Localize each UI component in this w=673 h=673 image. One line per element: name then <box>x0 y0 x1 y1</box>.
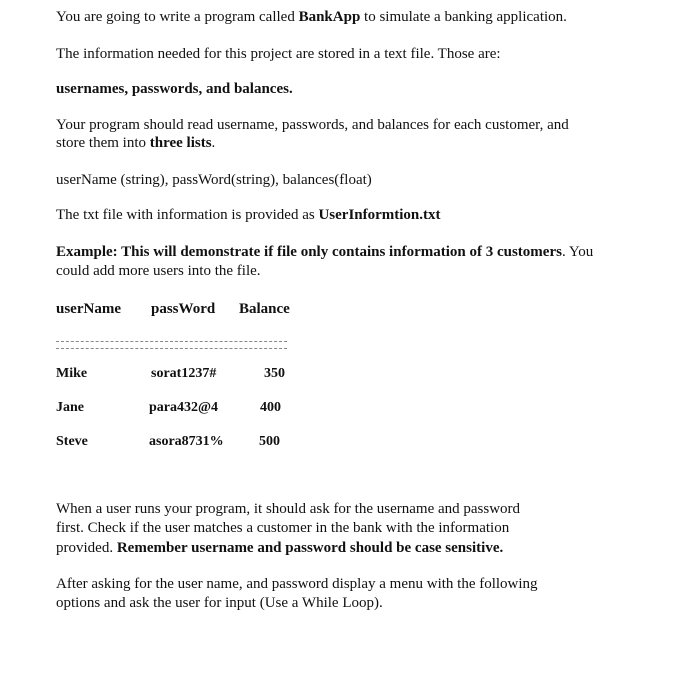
case-sensitive-note: Remember username and password should be case sensitive. <box>116 540 504 556</box>
example-line-2: could add more users into the file. <box>56 263 261 279</box>
example-bold: Example: This will demonstrate if file only contains information of 3 customers <box>56 244 562 260</box>
row-1-password: sorat1237# <box>151 366 217 381</box>
read-line-1: Your program should read username, passwords, and balances for each customer, and <box>56 117 569 133</box>
intro-text: You are going to write a program called <box>56 9 299 25</box>
txt-line <box>56 206 441 224</box>
txt-filename: UserInformtion.txt <box>318 207 441 223</box>
fields-line: usernames, passwords, and balances. <box>56 81 293 97</box>
row-3-username: Steve <box>56 434 88 449</box>
row-1-balance: 350 <box>264 366 285 381</box>
read-line-2 <box>56 134 215 152</box>
read-period: . <box>211 135 216 151</box>
table-divider <box>56 341 287 349</box>
info-line: The information needed for this project are stored in a text file. Those are: <box>56 46 501 62</box>
row-2-username: Jane <box>56 400 84 415</box>
txt-text: The txt file with information is provided as <box>56 207 319 223</box>
header-balance: Balance <box>239 301 290 317</box>
menu-line-1: After asking for the user name, and password display a menu with the following <box>56 576 538 592</box>
intro-text-end: to simulate a banking application. <box>360 9 567 25</box>
login-line-2: first. Check if the user matches a customer in the bank with the information <box>56 520 510 536</box>
row-1-username: Mike <box>56 366 88 381</box>
login-line-1: When a user runs your program, it should ask for the username and password <box>56 501 521 517</box>
row-3-balance: 500 <box>259 434 280 449</box>
login-provided: provided. <box>56 540 117 556</box>
row-3-password: asora8731% <box>149 434 224 449</box>
example-line-1 <box>56 243 593 261</box>
app-name: BankApp <box>298 9 361 25</box>
header-password: passWord <box>151 301 216 317</box>
types-line: userName (string), passWord(string), balances(float) <box>56 172 372 188</box>
three-lists: three lists <box>149 135 212 151</box>
row-2-password: para432@4 <box>149 400 219 415</box>
read-text: store them into <box>56 135 150 151</box>
menu-line-2: options and ask the user for input (Use a While Loop). <box>56 595 383 611</box>
login-line-3 <box>56 539 503 557</box>
intro-line <box>56 8 567 26</box>
example-you: . You <box>561 244 594 260</box>
header-username: userName <box>56 301 121 317</box>
row-2-balance: 400 <box>260 400 281 415</box>
